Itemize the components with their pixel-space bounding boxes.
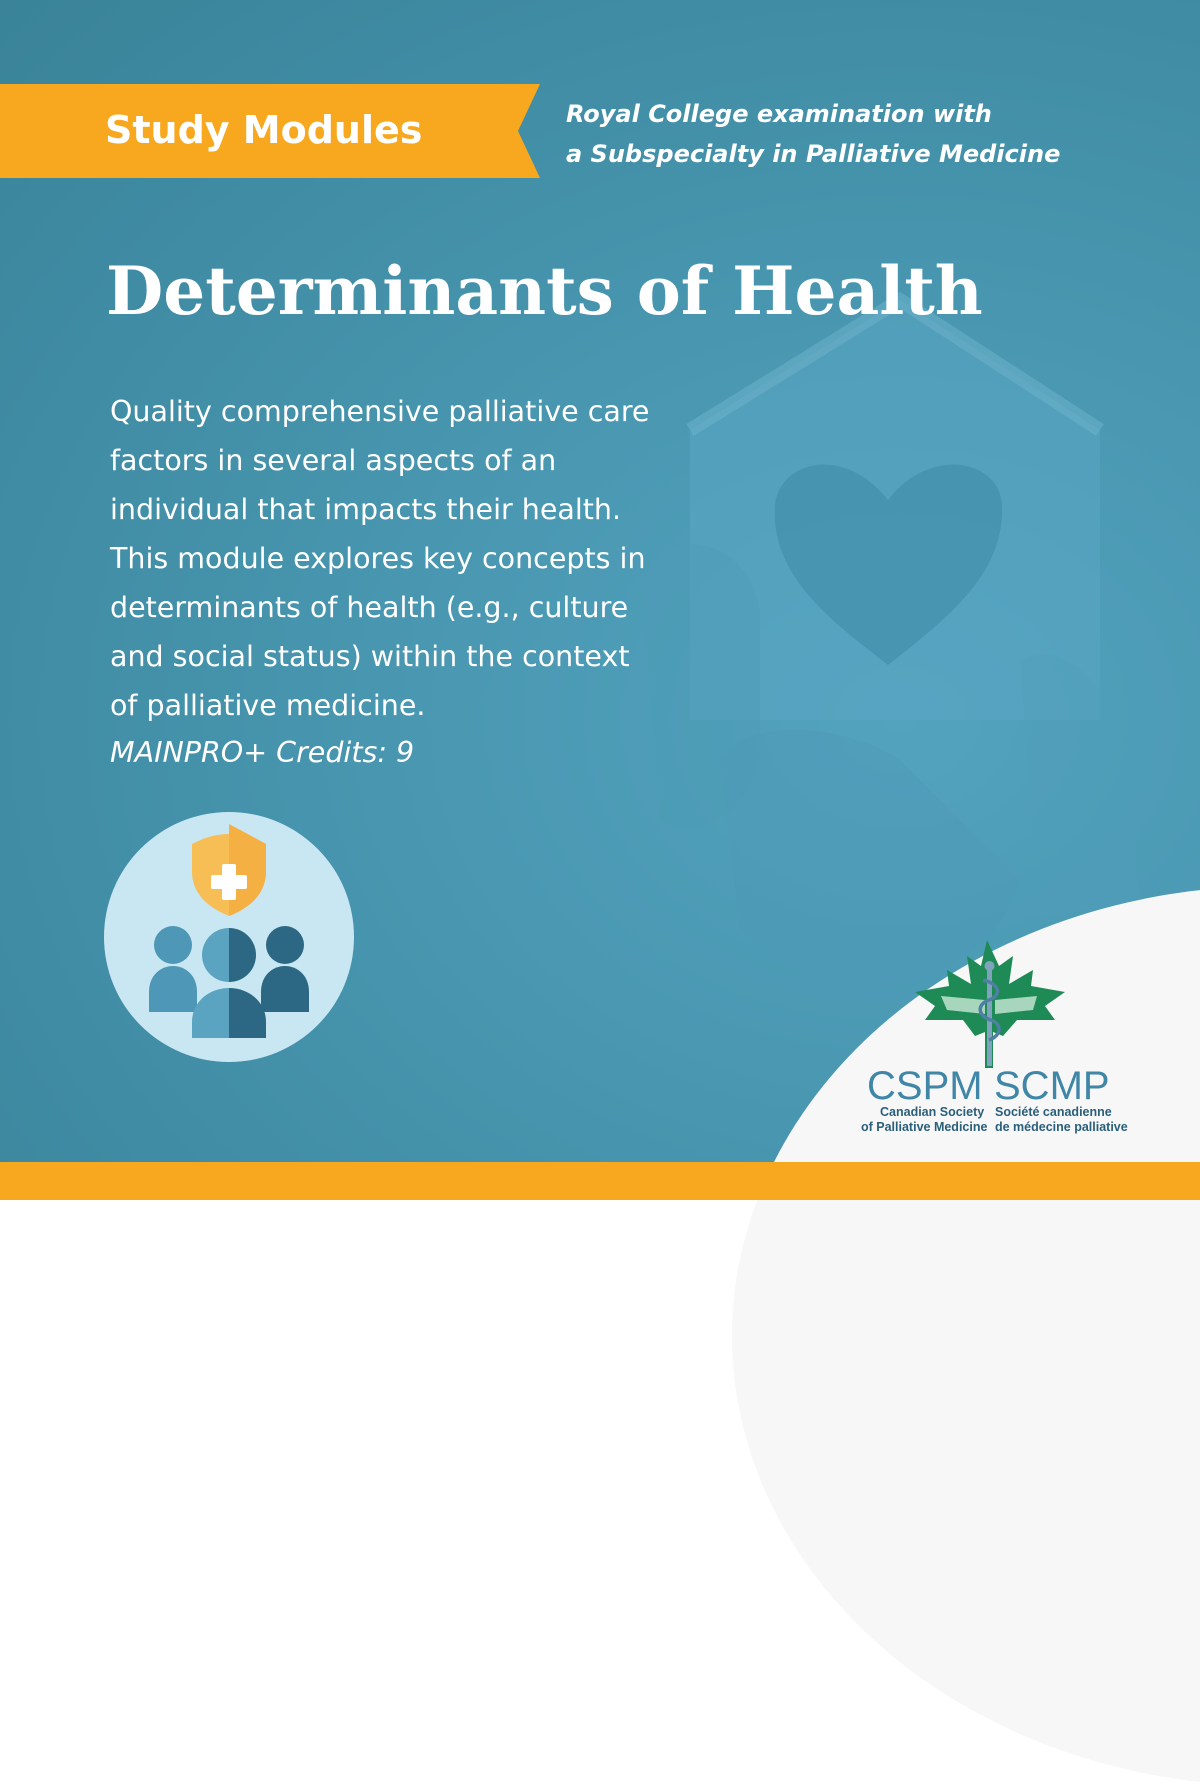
exam-line-1: Royal College examination with bbox=[566, 100, 992, 128]
mainpro-credits: MAINPRO+ Credits: 9 bbox=[110, 736, 415, 769]
study-modules-label: Study Modules bbox=[105, 108, 423, 152]
module-title: Determinants of Health bbox=[106, 252, 983, 330]
bottom-accent-bar bbox=[0, 1162, 1200, 1200]
logo-name-en-1: Canadian Society bbox=[880, 1105, 985, 1119]
logo-name-fr-2: de médecine palliative bbox=[995, 1120, 1128, 1134]
module-description: Quality comprehensive palliative care factors in several aspects of an individual that impacts their health. This module explores key concepts in determinants of health (e.g., culture and social status) within the context of palliative medicine. bbox=[110, 395, 650, 722]
maple-leaf-caduceus-icon bbox=[905, 940, 1075, 1068]
group-health-shield-icon bbox=[104, 812, 354, 1062]
logo-abbr-fr: SCMP bbox=[994, 1064, 1110, 1108]
logo-abbr-en: CSPM bbox=[867, 1064, 983, 1108]
exam-line-2: a Subspecialty in Palliative Medicine bbox=[566, 140, 1061, 168]
logo-name-fr-1: Société canadienne bbox=[995, 1105, 1112, 1119]
logo-name-en-2: of Palliative Medicine bbox=[861, 1120, 988, 1134]
